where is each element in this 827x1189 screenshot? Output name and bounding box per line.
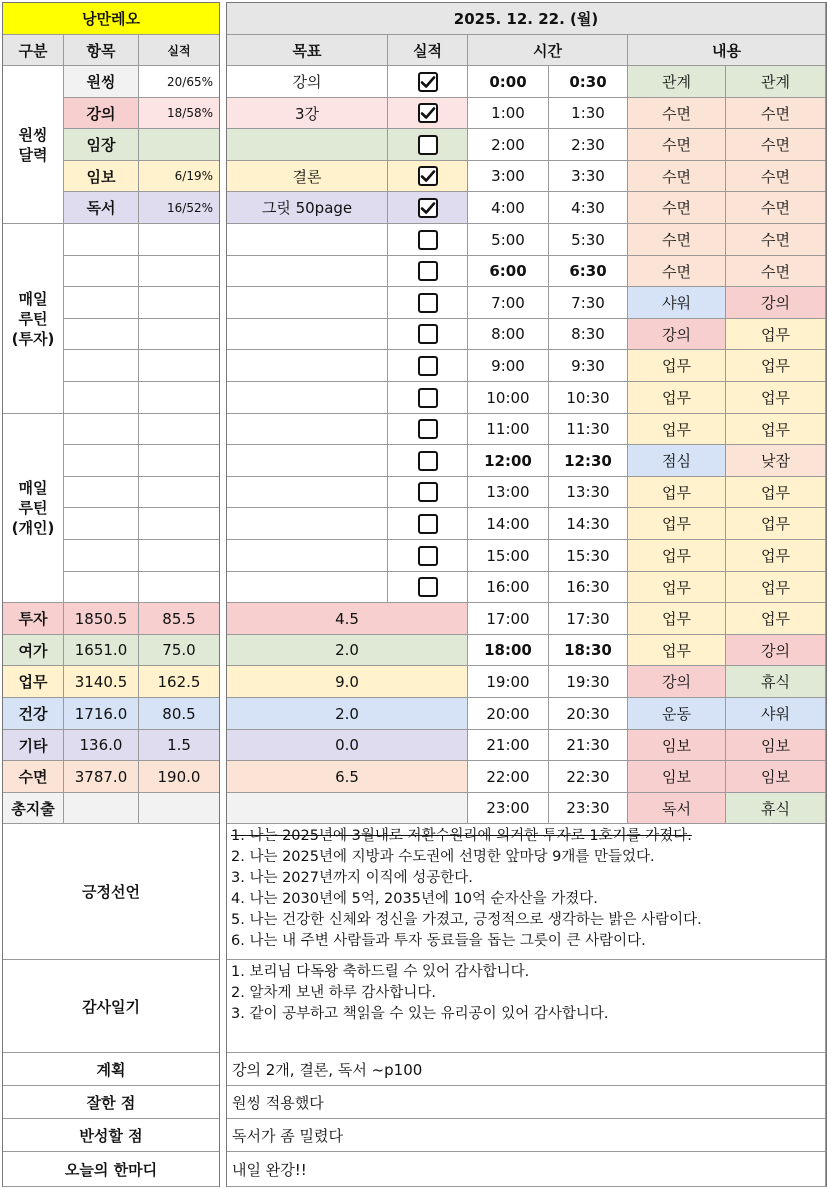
- onething-actual: 18/58%: [139, 98, 220, 129]
- routine-goal: [227, 287, 388, 319]
- stat-today: 6.5: [227, 761, 468, 793]
- stat-total: 1651.0: [64, 635, 139, 666]
- stat-today: 0.0: [227, 730, 468, 761]
- activity-first-half: 강의: [628, 319, 726, 350]
- checkbox-cell: [388, 477, 468, 508]
- footer-value: 원씽 적용했다: [227, 1086, 826, 1119]
- checked-checkbox[interactable]: [418, 72, 438, 92]
- footer-label: 오늘의 한마디: [3, 1152, 220, 1187]
- gap-right-border: [226, 2, 227, 1187]
- time-start: 18:00: [468, 635, 549, 666]
- time-start: 3:00: [468, 161, 549, 192]
- time-start: 16:00: [468, 572, 549, 603]
- time-start: 15:00: [468, 540, 549, 572]
- routine-item: [64, 540, 139, 572]
- checkbox-cell: [388, 98, 468, 129]
- activity-second-half: 수면: [726, 192, 826, 224]
- time-end: 3:30: [549, 161, 628, 192]
- activity-first-half: 강의: [628, 666, 726, 698]
- time-start: 8:00: [468, 319, 549, 350]
- time-start: 14:00: [468, 508, 549, 540]
- stat-total: 3140.5: [64, 666, 139, 698]
- checked-checkbox[interactable]: [418, 103, 438, 123]
- onething-goal: 강의: [227, 66, 388, 98]
- activity-second-half: 업무: [726, 414, 826, 445]
- routine-item: [64, 319, 139, 350]
- planner-owner-title: 낭만레오: [3, 3, 220, 35]
- routine-item: [64, 256, 139, 287]
- time-start: 19:00: [468, 666, 549, 698]
- activity-second-half: 업무: [726, 319, 826, 350]
- stat-hours: 1.5: [139, 730, 220, 761]
- routine-actual: [139, 414, 220, 445]
- routine-actual: [139, 287, 220, 319]
- routine-actual: [139, 256, 220, 287]
- time-end: 0:30: [549, 66, 628, 98]
- activity-second-half: 강의: [726, 635, 826, 666]
- checkbox-cell: [388, 382, 468, 414]
- activity-second-half: 업무: [726, 382, 826, 414]
- group-label-2: 매일 루틴 (개인): [3, 414, 64, 603]
- routine-actual: [139, 350, 220, 382]
- empty-checkbox[interactable]: [418, 419, 438, 439]
- time-end: 11:30: [549, 414, 628, 445]
- time-end: 22:30: [549, 761, 628, 793]
- checkbox-cell: [388, 572, 468, 603]
- checkbox-cell: [388, 256, 468, 287]
- checkbox-cell: [388, 350, 468, 382]
- activity-second-half: 강의: [726, 287, 826, 319]
- checkmark-icon: [420, 74, 436, 90]
- stat-total: 1716.0: [64, 698, 139, 730]
- stat-label: 건강: [3, 698, 64, 730]
- time-start: 23:00: [468, 793, 549, 824]
- activity-second-half: 샤워: [726, 698, 826, 730]
- footer-value: 내일 완강!!: [227, 1152, 826, 1187]
- time-start: 1:00: [468, 98, 549, 129]
- header-goal: 목표: [227, 35, 388, 66]
- checkbox-cell: [388, 129, 468, 161]
- activity-first-half: 업무: [628, 572, 726, 603]
- activity-second-half: 수면: [726, 256, 826, 287]
- activity-first-half: 수면: [628, 98, 726, 129]
- activity-first-half: 샤워: [628, 287, 726, 319]
- header-actual: 실적: [139, 35, 220, 66]
- activity-first-half: 업무: [628, 350, 726, 382]
- routine-goal: [227, 224, 388, 256]
- header-gubun: 구분: [3, 35, 64, 66]
- time-start: 4:00: [468, 192, 549, 224]
- checkbox-cell: [388, 192, 468, 224]
- empty-checkbox[interactable]: [418, 546, 438, 566]
- checked-checkbox[interactable]: [418, 166, 438, 186]
- stat-today: 9.0: [227, 666, 468, 698]
- footer-value: 독서가 좀 밀렸다: [227, 1119, 826, 1152]
- routine-goal: [227, 445, 388, 477]
- time-start: 5:00: [468, 224, 549, 256]
- footer-label: 반성할 점: [3, 1119, 220, 1152]
- time-start: 21:00: [468, 730, 549, 761]
- routine-actual: [139, 540, 220, 572]
- activity-first-half: 수면: [628, 224, 726, 256]
- empty-checkbox[interactable]: [418, 514, 438, 534]
- onething-goal: 결론: [227, 161, 388, 192]
- stat-label: 업무: [3, 666, 64, 698]
- footer-value: 강의 2개, 결론, 독서 ~p100: [227, 1053, 826, 1086]
- activity-second-half: 업무: [726, 508, 826, 540]
- group-label-0: 원씽 달력: [3, 66, 64, 224]
- routine-item: [64, 287, 139, 319]
- header-content: 내용: [628, 35, 826, 66]
- routine-goal: [227, 572, 388, 603]
- activity-second-half: 업무: [726, 477, 826, 508]
- activity-first-half: 업무: [628, 508, 726, 540]
- section-line: 1. 보리님 다독왕 축하드릴 수 있어 감사합니다.: [231, 964, 530, 980]
- stat-hours: [139, 793, 220, 824]
- time-start: 10:00: [468, 382, 549, 414]
- routine-item: [64, 414, 139, 445]
- activity-first-half: 업무: [628, 477, 726, 508]
- footer-label: 계획: [3, 1053, 220, 1086]
- time-start: 6:00: [468, 256, 549, 287]
- time-start: 0:00: [468, 66, 549, 98]
- routine-goal: [227, 256, 388, 287]
- stat-hours: 80.5: [139, 698, 220, 730]
- activity-second-half: 휴식: [726, 666, 826, 698]
- routine-actual: [139, 224, 220, 256]
- checkbox-cell: [388, 287, 468, 319]
- empty-checkbox[interactable]: [418, 293, 438, 313]
- time-start: 17:00: [468, 603, 549, 635]
- gap-left-border: [219, 2, 220, 1187]
- footer-label: 잘한 점: [3, 1086, 220, 1119]
- onething-item: 원씽: [64, 66, 139, 98]
- time-end: 15:30: [549, 540, 628, 572]
- time-end: 6:30: [549, 256, 628, 287]
- section-label-gratitude: 감사일기: [3, 960, 220, 1053]
- section-line: 5. 나는 건강한 신체와 정신을 가졌고, 긍정적으로 생각하는 밝은 사람이다.: [231, 912, 702, 928]
- time-end: 23:30: [549, 793, 628, 824]
- empty-checkbox[interactable]: [418, 261, 438, 281]
- time-start: 22:00: [468, 761, 549, 793]
- stat-today: 4.5: [227, 603, 468, 635]
- activity-first-half: 수면: [628, 256, 726, 287]
- section-line: 2. 나는 2025년에 지방과 수도권에 선명한 앞마당 9개를 만들었다.: [231, 849, 655, 865]
- routine-item: [64, 224, 139, 256]
- checkmark-icon: [420, 168, 436, 184]
- activity-second-half: 업무: [726, 350, 826, 382]
- stat-hours: 75.0: [139, 635, 220, 666]
- section-line: 6. 나는 내 주변 사람들과 투자 동료들을 돕는 그릇이 큰 사람이다.: [231, 933, 646, 949]
- checkbox-cell: [388, 445, 468, 477]
- routine-actual: [139, 477, 220, 508]
- stat-label: 투자: [3, 603, 64, 635]
- routine-goal: [227, 477, 388, 508]
- onething-item: 독서: [64, 192, 139, 224]
- checkmark-icon: [420, 200, 436, 216]
- activity-second-half: 휴식: [726, 793, 826, 824]
- routine-goal: [227, 508, 388, 540]
- activity-second-half: 낮잠: [726, 445, 826, 477]
- activity-second-half: 수면: [726, 161, 826, 192]
- activity-second-half: 수면: [726, 98, 826, 129]
- empty-checkbox[interactable]: [418, 135, 438, 155]
- stat-today: 2.0: [227, 698, 468, 730]
- empty-checkbox[interactable]: [418, 577, 438, 597]
- activity-first-half: 수면: [628, 161, 726, 192]
- onething-actual: 6/19%: [139, 161, 220, 192]
- activity-second-half: 임보: [726, 761, 826, 793]
- time-end: 17:30: [549, 603, 628, 635]
- time-start: 2:00: [468, 129, 549, 161]
- time-end: 18:30: [549, 635, 628, 666]
- header-item: 항목: [64, 35, 139, 66]
- onething-actual: 16/52%: [139, 192, 220, 224]
- activity-first-half: 운동: [628, 698, 726, 730]
- time-end: 4:30: [549, 192, 628, 224]
- activity-first-half: 수면: [628, 192, 726, 224]
- header-time: 시간: [468, 35, 628, 66]
- routine-item: [64, 382, 139, 414]
- time-end: 12:30: [549, 445, 628, 477]
- activity-second-half: 관계: [726, 66, 826, 98]
- stat-today: [227, 793, 468, 824]
- stat-hours: 162.5: [139, 666, 220, 698]
- routine-goal: [227, 414, 388, 445]
- section-line: 3. 나는 2027년까지 이직에 성공한다.: [231, 870, 473, 886]
- checkbox-cell: [388, 66, 468, 98]
- checkbox-cell: [388, 224, 468, 256]
- time-end: 10:30: [549, 382, 628, 414]
- stat-label: 기타: [3, 730, 64, 761]
- routine-goal: [227, 350, 388, 382]
- empty-checkbox[interactable]: [418, 230, 438, 250]
- stat-hours: 190.0: [139, 761, 220, 793]
- routine-goal: [227, 319, 388, 350]
- onething-actual: 20/65%: [139, 66, 220, 98]
- activity-first-half: 임보: [628, 761, 726, 793]
- checkbox-cell: [388, 319, 468, 350]
- activity-first-half: 점심: [628, 445, 726, 477]
- stat-label: 여가: [3, 635, 64, 666]
- time-end: 7:30: [549, 287, 628, 319]
- activity-first-half: 임보: [628, 730, 726, 761]
- section-line: 3. 같이 공부하고 책읽을 수 있는 유리공이 있어 감사합니다.: [231, 1006, 609, 1022]
- routine-goal: [227, 540, 388, 572]
- stat-total: 1850.5: [64, 603, 139, 635]
- group-label-1: 매일 루틴 (투자): [3, 224, 64, 414]
- activity-first-half: 독서: [628, 793, 726, 824]
- stat-total: 3787.0: [64, 761, 139, 793]
- routine-item: [64, 477, 139, 508]
- stat-label: 총지출: [3, 793, 64, 824]
- time-start: 9:00: [468, 350, 549, 382]
- stat-total: 136.0: [64, 730, 139, 761]
- activity-first-half: 업무: [628, 540, 726, 572]
- activity-second-half: 업무: [726, 572, 826, 603]
- onething-item: 강의: [64, 98, 139, 129]
- time-end: 19:30: [549, 666, 628, 698]
- section-text-gratitude: [227, 960, 826, 1053]
- activity-first-half: 업무: [628, 382, 726, 414]
- routine-actual: [139, 319, 220, 350]
- routine-actual: [139, 382, 220, 414]
- activity-second-half: 업무: [726, 603, 826, 635]
- activity-first-half: 관계: [628, 66, 726, 98]
- stat-today: 2.0: [227, 635, 468, 666]
- time-start: 13:00: [468, 477, 549, 508]
- section-line: 4. 나는 2030년에 5억, 2035년에 10억 순자산을 가졌다.: [231, 891, 598, 907]
- time-end: 21:30: [549, 730, 628, 761]
- section-label-affirmation: 긍정선언: [3, 824, 220, 960]
- activity-second-half: 수면: [726, 129, 826, 161]
- onething-goal: 그릿 50page: [227, 192, 388, 224]
- routine-actual: [139, 445, 220, 477]
- routine-item: [64, 508, 139, 540]
- activity-first-half: 업무: [628, 635, 726, 666]
- activity-first-half: 수면: [628, 129, 726, 161]
- activity-second-half: 업무: [726, 540, 826, 572]
- routine-actual: [139, 572, 220, 603]
- time-end: 20:30: [549, 698, 628, 730]
- onething-item: 임장: [64, 129, 139, 161]
- checkmark-icon: [420, 105, 436, 121]
- checkbox-cell: [388, 508, 468, 540]
- time-end: 8:30: [549, 319, 628, 350]
- empty-checkbox[interactable]: [418, 324, 438, 344]
- checked-checkbox[interactable]: [418, 198, 438, 218]
- onething-goal: 3강: [227, 98, 388, 129]
- routine-item: [64, 350, 139, 382]
- time-end: 16:30: [549, 572, 628, 603]
- activity-first-half: 업무: [628, 603, 726, 635]
- empty-checkbox[interactable]: [418, 388, 438, 408]
- time-end: 13:30: [549, 477, 628, 508]
- checkbox-cell: [388, 161, 468, 192]
- routine-actual: [139, 508, 220, 540]
- section-text-affirmation: [227, 824, 826, 960]
- checkbox-cell: [388, 540, 468, 572]
- checkbox-cell: [388, 414, 468, 445]
- routine-goal: [227, 382, 388, 414]
- header-done: 실적: [388, 35, 468, 66]
- activity-second-half: 임보: [726, 730, 826, 761]
- stat-total: [64, 793, 139, 824]
- empty-checkbox[interactable]: [418, 482, 438, 502]
- onething-goal: [227, 129, 388, 161]
- empty-checkbox[interactable]: [418, 451, 438, 471]
- routine-item: [64, 445, 139, 477]
- date-title: 2025. 12. 22. (월): [227, 3, 826, 35]
- time-end: 9:30: [549, 350, 628, 382]
- time-start: 20:00: [468, 698, 549, 730]
- section-line: 1. 나는 2025년에 3월내로 저환수원리에 의거한 투자로 1호기를 가졌다.: [231, 828, 692, 844]
- activity-first-half: 업무: [628, 414, 726, 445]
- stat-hours: 85.5: [139, 603, 220, 635]
- time-start: 7:00: [468, 287, 549, 319]
- time-start: 11:00: [468, 414, 549, 445]
- routine-item: [64, 572, 139, 603]
- activity-second-half: 수면: [726, 224, 826, 256]
- time-end: 1:30: [549, 98, 628, 129]
- section-line: 2. 알차게 보낸 하루 감사합니다.: [231, 985, 436, 1001]
- time-end: 5:30: [549, 224, 628, 256]
- time-start: 12:00: [468, 445, 549, 477]
- time-end: 2:30: [549, 129, 628, 161]
- onething-actual: [139, 129, 220, 161]
- time-end: 14:30: [549, 508, 628, 540]
- stat-label: 수면: [3, 761, 64, 793]
- empty-checkbox[interactable]: [418, 356, 438, 376]
- onething-item: 임보: [64, 161, 139, 192]
